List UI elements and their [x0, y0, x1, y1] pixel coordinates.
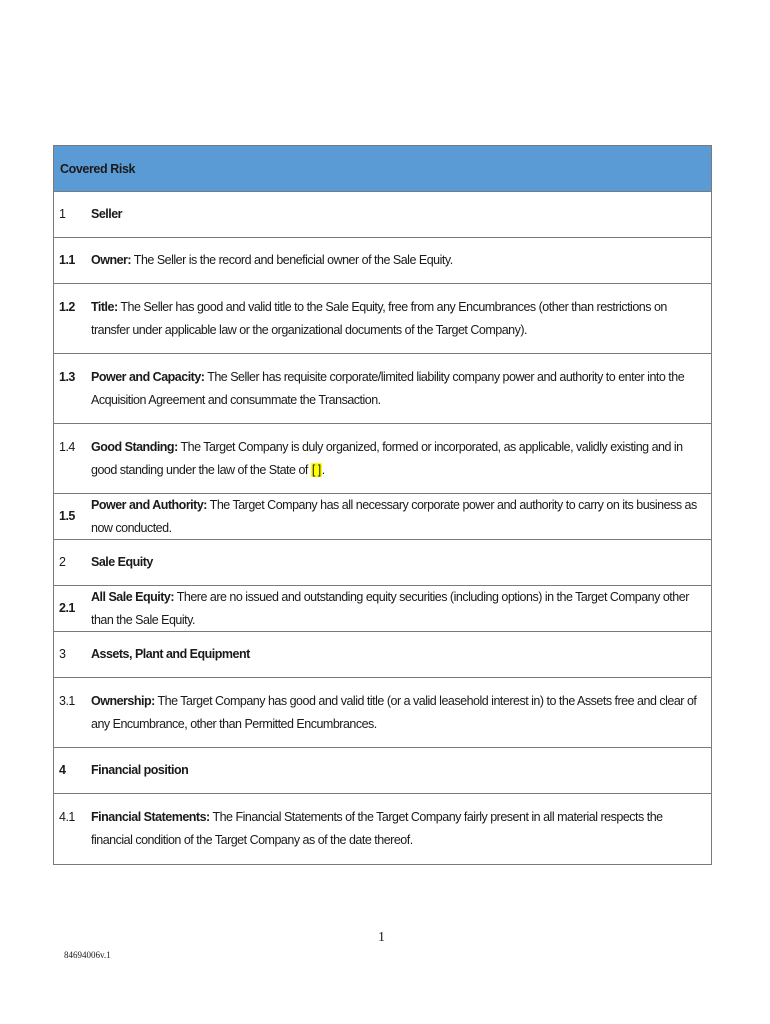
row-body: The Seller has requisite corporate/limited liability company power and authority to enter into the Acquisition Agreement and consummate the Transaction.	[91, 370, 685, 407]
row-body: The Target Company has all necessary corporate power and authority to carry on its business as now conducted.	[91, 497, 697, 535]
row-body: The Target Company is duly organized, formed or incorporated, as applicable, validly existing and in good standing under the law of the State of	[91, 440, 683, 477]
table-row-1-4	[54, 424, 711, 494]
row-text	[91, 436, 711, 482]
table-row-section-1	[54, 192, 711, 238]
row-text	[91, 296, 711, 342]
row-label: Good Standing:	[91, 440, 178, 454]
row-number: 1	[59, 207, 66, 221]
table-row-1-1	[54, 238, 711, 284]
row-number: 3	[59, 647, 66, 661]
row-text	[91, 690, 711, 736]
row-number: 1.3	[59, 370, 75, 384]
table-row-1-2	[54, 284, 711, 354]
row-text	[91, 249, 711, 272]
row-number: 1.4	[59, 440, 75, 454]
row-body: There are no issued and outstanding equity securities (including options) in the Target Company other than the Sale Equity.	[91, 589, 689, 627]
row-text	[91, 366, 711, 412]
row-label: All Sale Equity:	[91, 589, 174, 604]
row-number: 1.2	[59, 300, 75, 314]
row-number: 4.1	[59, 810, 75, 824]
table-row-4-1	[54, 794, 711, 864]
table-row-section-2	[54, 540, 711, 586]
row-label: Financial Statements:	[91, 810, 210, 824]
row-body: The Financial Statements of the Target Company fairly present in all material respects the financial condition of the Target Company as of the date thereof.	[91, 810, 663, 847]
row-number: 2	[59, 555, 66, 569]
row-text	[91, 586, 711, 632]
row-label: Owner:	[91, 253, 132, 267]
covered-risk-table	[53, 145, 712, 865]
row-number: 2.1	[59, 601, 75, 615]
table-row-section-4	[54, 748, 711, 794]
row-label: Title:	[91, 300, 118, 314]
table-row-3-1	[54, 678, 711, 748]
row-number: 1.5	[59, 509, 75, 523]
row-number: 3.1	[59, 694, 75, 708]
row-body: The Target Company has good and valid title (or a valid leasehold interest in) to the Assets free and clear of any Encumbrance, other than Permitted Encumbrances.	[91, 694, 697, 731]
row-body-end: .	[321, 463, 325, 477]
page-number: 1	[378, 930, 385, 945]
placeholder-highlight: [ ]	[311, 463, 321, 477]
row-label: Power and Capacity:	[91, 370, 205, 384]
row-label: Power and Authority:	[91, 497, 207, 512]
section-title: Assets, Plant and Equipment	[91, 647, 250, 661]
document-id: 84694006v.1	[64, 950, 111, 960]
table-row-2-1	[54, 586, 711, 632]
row-number: 1.1	[59, 253, 75, 267]
table-header: Covered Risk	[54, 146, 711, 192]
row-body: The Seller is the record and beneficial owner of the Sale Equity.	[131, 253, 453, 267]
table-row-1-3	[54, 354, 711, 424]
table-row-section-3	[54, 632, 711, 678]
row-body: The Seller has good and valid title to the Sale Equity, free from any Encumbrances (other than restrictions on transfer under applicable law or the organizational documents of the Target Company).	[91, 300, 667, 337]
row-number: 4	[59, 763, 66, 777]
section-title: Financial position	[91, 763, 189, 777]
row-label: Ownership:	[91, 694, 155, 708]
row-text	[91, 494, 711, 540]
row-text	[91, 806, 711, 852]
section-title: Sale Equity	[91, 555, 153, 569]
section-title: Seller	[91, 207, 123, 221]
table-row-1-5	[54, 494, 711, 540]
